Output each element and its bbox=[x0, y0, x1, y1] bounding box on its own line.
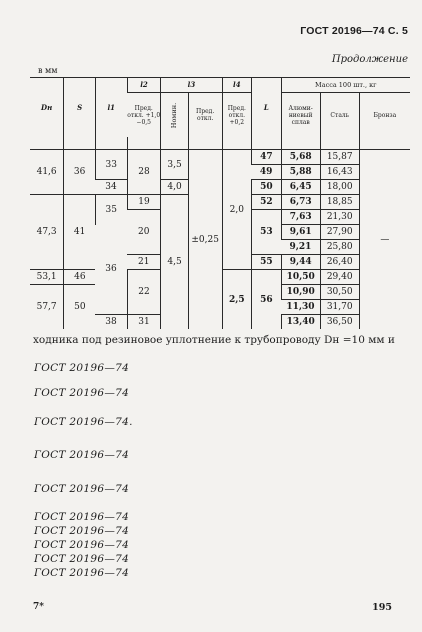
gost-reference: ГОСТ 20196—74 bbox=[34, 553, 130, 565]
l3-cell: 4,0 bbox=[161, 180, 188, 195]
continuation-label: Продолжение bbox=[331, 54, 408, 65]
dn-cell: 41,6 bbox=[36, 167, 57, 177]
gost-reference: ГОСТ 20196—74 bbox=[34, 483, 130, 495]
alu-cell: 10,50 bbox=[281, 270, 320, 285]
l4-cell: 2,5 bbox=[222, 270, 252, 330]
page-header: ГОСТ 20196—74 С. 5 bbox=[300, 25, 408, 37]
header-s: S bbox=[64, 78, 96, 138]
header-dn: Dн bbox=[30, 78, 64, 138]
steel-cell: 16,43 bbox=[320, 165, 359, 180]
alu-cell: 9,61 bbox=[281, 225, 320, 240]
gost-reference: ГОСТ 20196—74. bbox=[34, 416, 133, 428]
l-cell: 49 bbox=[252, 165, 282, 180]
header-l4: l4 bbox=[222, 78, 252, 93]
header-l3-nomin bbox=[161, 93, 188, 138]
l1-cell: 34 bbox=[95, 180, 127, 195]
s-cell: 41 bbox=[64, 195, 96, 270]
gost-reference: ГОСТ 20196—74 bbox=[34, 387, 130, 399]
gost-reference: ГОСТ 20196—74 bbox=[34, 525, 130, 537]
steel-cell: 36,50 bbox=[320, 315, 359, 330]
l2-cell: 22 bbox=[127, 270, 161, 315]
alu-cell: 9,21 bbox=[281, 240, 320, 255]
gost-reference: ГОСТ 20196—74 bbox=[34, 449, 130, 461]
header-l3-nomin-text: Номин. bbox=[170, 102, 179, 128]
l2-cell: 28 bbox=[127, 150, 161, 195]
header-l3: l3 bbox=[161, 78, 222, 93]
dn-cell: 47,3 bbox=[30, 195, 64, 270]
l-cell: 53 bbox=[252, 210, 282, 255]
header-l2: l2 bbox=[127, 78, 161, 93]
steel-cell: 15,87 bbox=[320, 150, 359, 165]
steel-cell: 30,50 bbox=[320, 285, 359, 300]
gost-reference: ГОСТ 20196—74 bbox=[34, 539, 130, 551]
alu-cell: 5,88 bbox=[281, 165, 320, 180]
l1-cell: 36 bbox=[105, 264, 117, 275]
l4-cell: 2,0 bbox=[222, 150, 252, 270]
s-cell: 36 bbox=[64, 150, 96, 195]
l2-cell: 20 bbox=[127, 210, 161, 255]
l2-cell: 19 bbox=[127, 195, 161, 210]
header-l2-pred: Пред. откл. +1,0 −0,5 bbox=[127, 93, 161, 138]
dn-cell: 53,1 bbox=[30, 270, 64, 285]
steel-cell: 18,85 bbox=[320, 195, 359, 210]
dn-cell: 57,7 bbox=[30, 285, 64, 330]
body-text: ходника под резиновое уплотнение к трубопроводу Dн =10 мм и bbox=[33, 334, 395, 346]
l3-cell: 3,5 bbox=[161, 150, 188, 180]
unit-label: в мм bbox=[38, 66, 58, 75]
alu-cell: 13,40 bbox=[281, 315, 320, 330]
l2-cell: 31 bbox=[127, 315, 161, 330]
gost-reference: ГОСТ 20196—74 bbox=[34, 362, 130, 374]
s-cell: 50 bbox=[64, 285, 96, 330]
alu-cell: 11,30 bbox=[281, 300, 320, 315]
page-number: 195 bbox=[372, 602, 392, 613]
l2-cell: 21 bbox=[127, 255, 161, 270]
header-steel: Сталь bbox=[320, 93, 359, 138]
l-cell: 47 bbox=[252, 150, 282, 165]
alu-cell: 9,44 bbox=[281, 255, 320, 270]
steel-cell: 25,80 bbox=[320, 240, 359, 255]
steel-cell: 29,40 bbox=[320, 270, 359, 285]
header-l1: l1 bbox=[95, 78, 127, 138]
header-l: L bbox=[252, 78, 282, 138]
l-cell: 50 bbox=[252, 180, 282, 195]
bronze-cell: — bbox=[359, 150, 410, 330]
l-cell: 55 bbox=[252, 255, 282, 270]
footer-left: 7* bbox=[33, 602, 44, 612]
l1-cell: 38 bbox=[95, 315, 127, 330]
spec-table bbox=[30, 77, 410, 329]
l3-cell: 4,5 bbox=[161, 195, 188, 330]
steel-cell: 26,40 bbox=[320, 255, 359, 270]
l-cell: 52 bbox=[252, 195, 282, 210]
gost-reference: ГОСТ 20196—74 bbox=[34, 511, 130, 523]
header-l4-pred: Пред. откл. +0,2 bbox=[222, 93, 252, 138]
gost-reference: ГОСТ 20196—74 bbox=[34, 567, 130, 579]
header-l3-pred: Пред. откл. bbox=[188, 93, 222, 138]
header-mass: Масса 100 шт., кг bbox=[281, 78, 410, 93]
l1-cell: 33 bbox=[95, 150, 127, 180]
s-cell: 46 bbox=[64, 270, 96, 285]
header-alu: Алюми-ниевый сплав bbox=[281, 93, 320, 138]
alu-cell: 6,45 bbox=[281, 180, 320, 195]
steel-cell: 31,70 bbox=[320, 300, 359, 315]
l3-pred-cell: ±0,25 bbox=[188, 150, 222, 330]
alu-cell: 7,63 bbox=[281, 210, 320, 225]
alu-cell: 6,73 bbox=[281, 195, 320, 210]
alu-cell: 5,68 bbox=[281, 150, 320, 165]
steel-cell: 27,90 bbox=[320, 225, 359, 240]
header-bronze: Бронза bbox=[359, 93, 410, 138]
l-cell: 56 bbox=[252, 270, 282, 330]
steel-cell: 18,00 bbox=[320, 180, 359, 195]
steel-cell: 21,30 bbox=[320, 210, 359, 225]
alu-cell: 10,90 bbox=[281, 285, 320, 300]
l1-cell: 35 bbox=[95, 195, 127, 225]
